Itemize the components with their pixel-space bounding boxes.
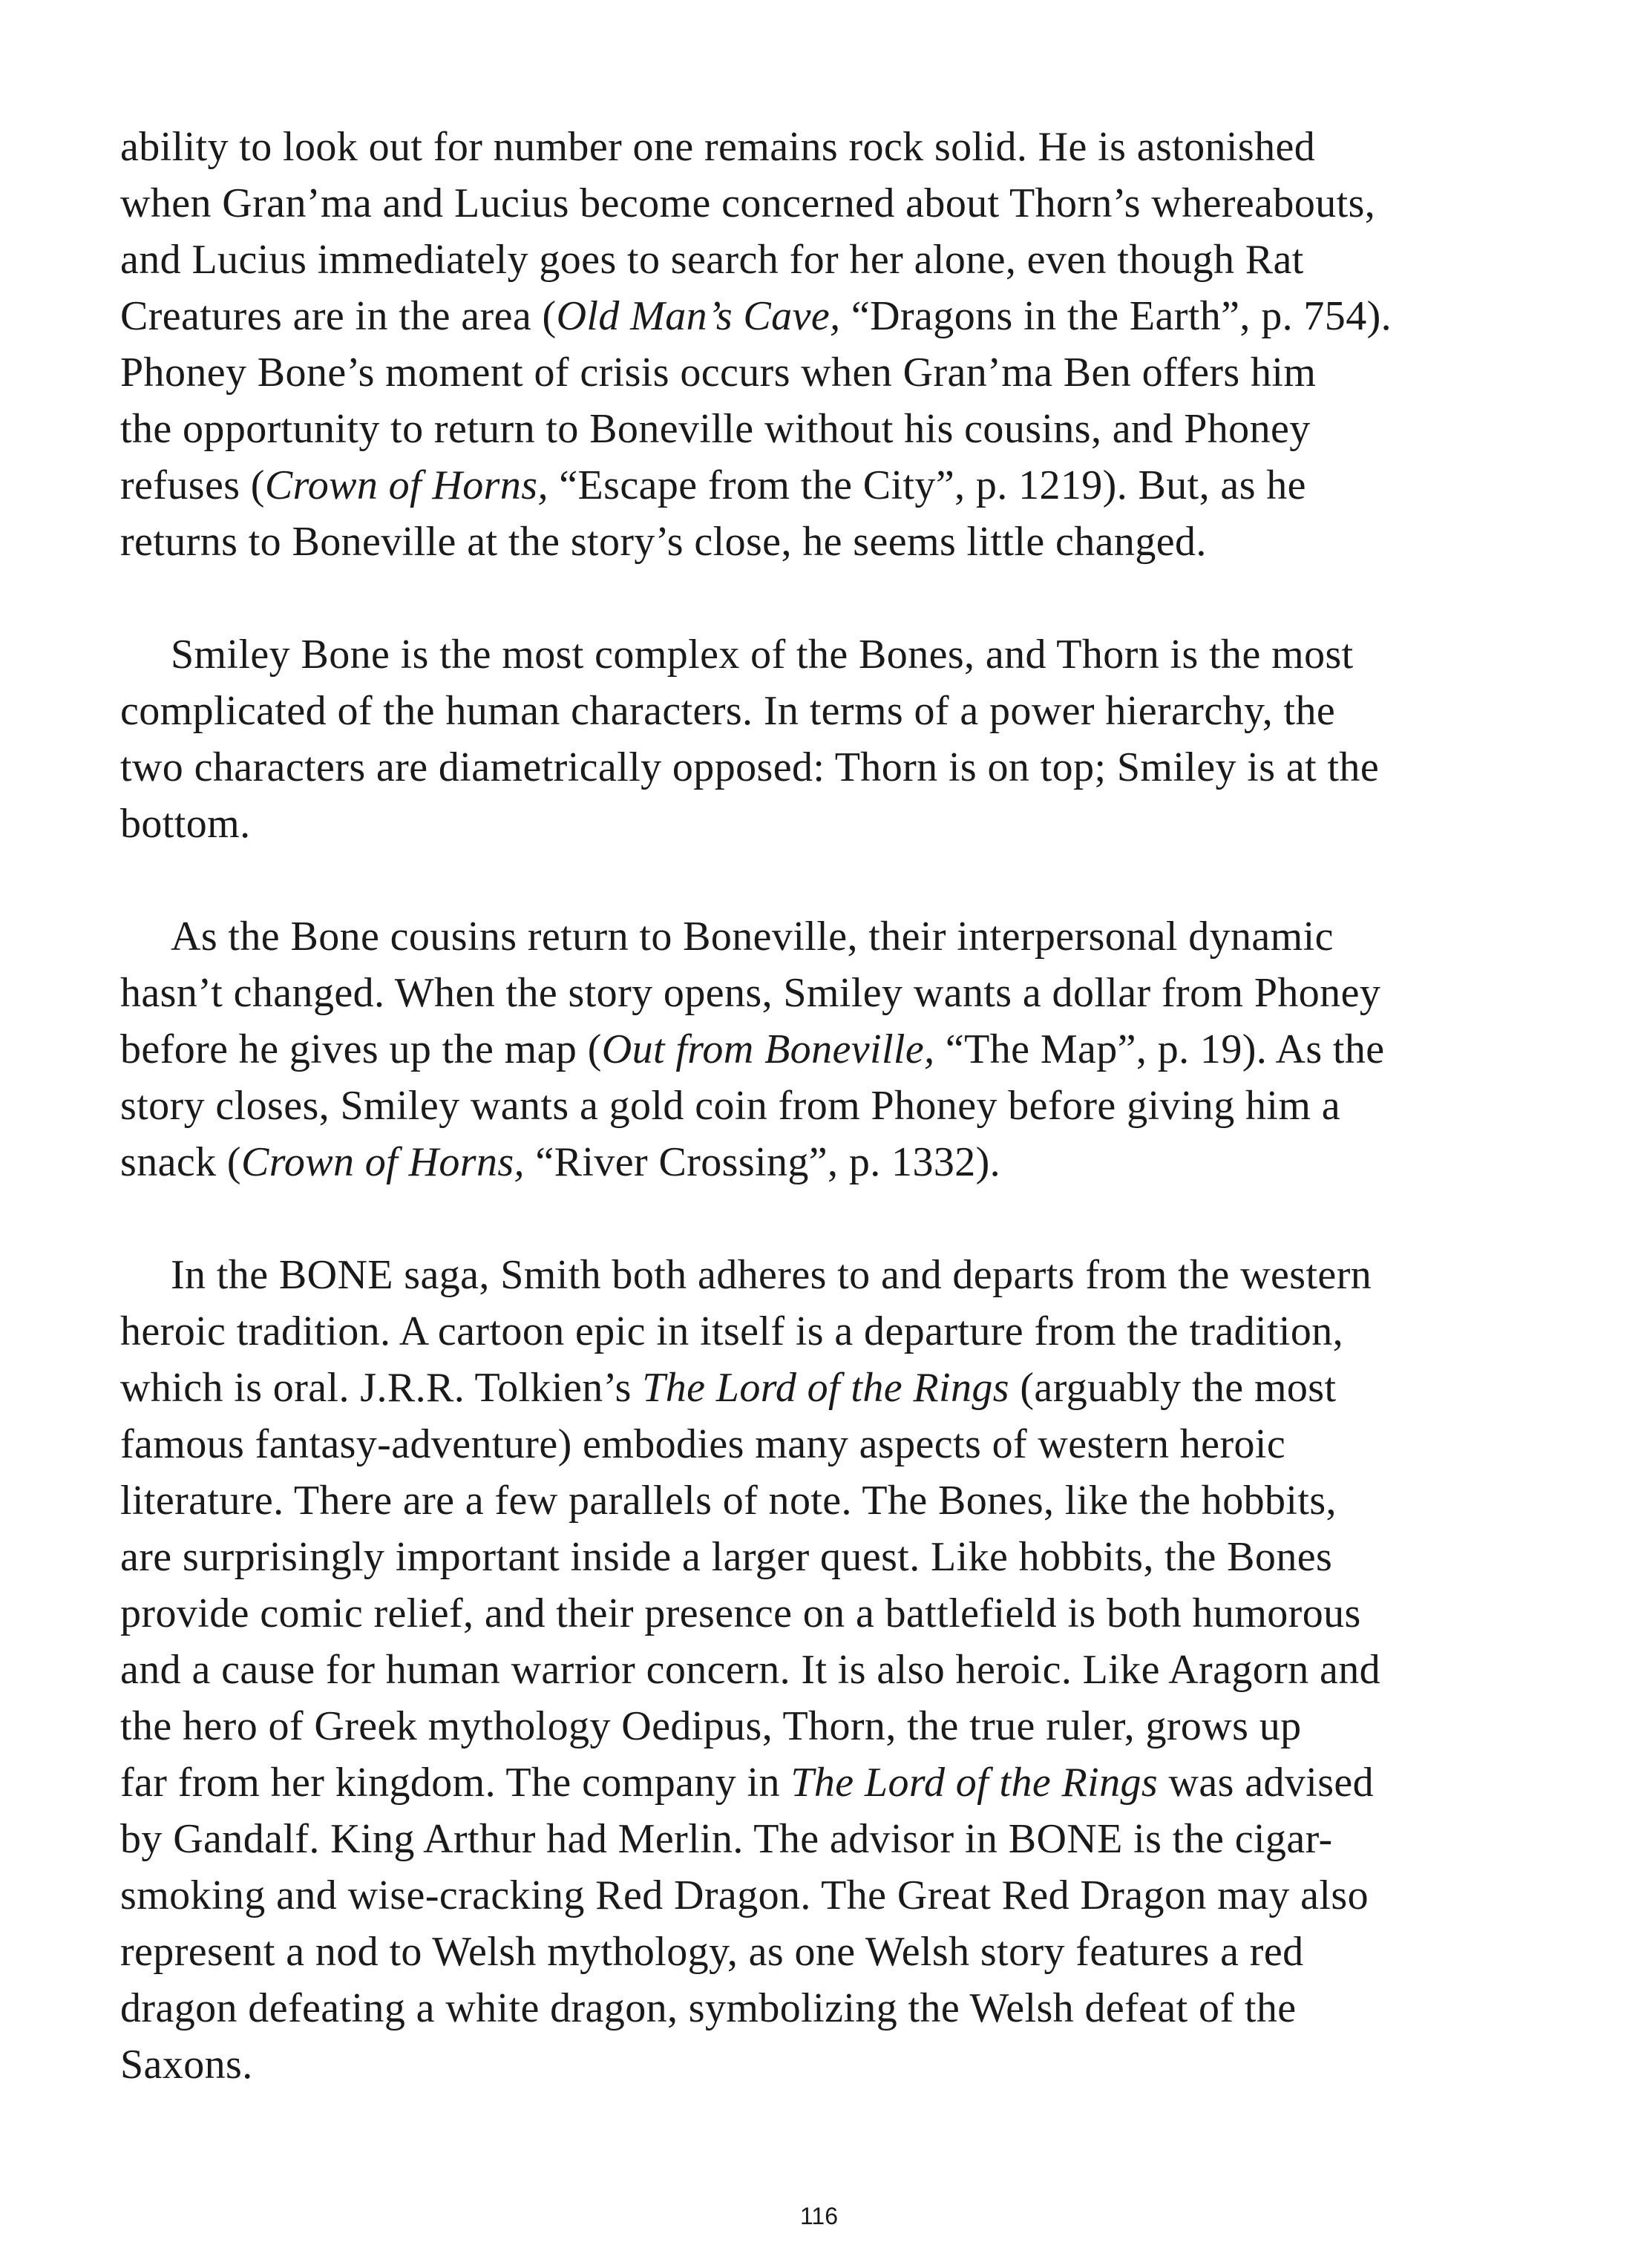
paragraph	[120, 119, 1530, 570]
italic-title: Old Man’s Cave,	[556, 293, 841, 339]
text-run: “Dragons in the Earth”, p. 754).	[840, 293, 1392, 339]
text-run: complicated of the human characters. In terms of a power hierarchy, the	[120, 688, 1336, 734]
text-line	[120, 1303, 1530, 1360]
text-line	[120, 739, 1530, 796]
text-line	[120, 1078, 1530, 1134]
text-line	[120, 1585, 1530, 1642]
text-run: and Lucius immediately goes to search for her alone, even though Rat	[120, 237, 1304, 283]
text-line	[120, 908, 1530, 965]
text-run: dragon defeating a white dragon, symbolizing the Welsh defeat of the	[120, 1985, 1297, 2031]
text-run: far from her kingdom. The company in	[120, 1760, 791, 1806]
page-number: 116	[799, 2203, 838, 2229]
text-line	[120, 1924, 1530, 1980]
text-run: bottom.	[120, 801, 251, 847]
text-line	[120, 1529, 1530, 1585]
text-line	[120, 1867, 1530, 1924]
italic-title: Crown of Horns,	[240, 1139, 525, 1185]
text-run: which is oral. J.R.R. Tolkien’s	[120, 1365, 643, 1411]
text-run: Smiley Bone is the most complex of the Bones, and Thorn is the most	[171, 632, 1354, 678]
text-run: the hero of Greek mythology Oedipus, Thorn, the true ruler, grows up	[120, 1703, 1302, 1749]
body-text	[120, 119, 1530, 2149]
text-line	[120, 1472, 1530, 1529]
text-line	[120, 1642, 1530, 1698]
text-line	[120, 514, 1530, 570]
text-run: “Escape from the City”, p. 1219). But, as he	[548, 462, 1306, 508]
text-line	[120, 344, 1530, 401]
text-run: heroic tradition. A cartoon epic in itself is a departure from the tradition,	[120, 1308, 1344, 1354]
text-line	[120, 457, 1530, 514]
text-run: “River Crossing”, p. 1332).	[524, 1139, 1001, 1185]
text-run: two characters are diametrically opposed: Thorn is on top; Smiley is at the	[120, 744, 1380, 790]
text-run: In the BONE saga, Smith both adheres to and departs from the western	[171, 1252, 1372, 1298]
text-line	[120, 119, 1530, 175]
paragraph	[120, 1247, 1530, 2093]
text-line	[120, 796, 1530, 852]
text-line	[120, 1754, 1530, 1811]
text-run: was advised	[1158, 1760, 1375, 1806]
text-run: story closes, Smiley wants a gold coin from Phoney before giving him a	[120, 1083, 1340, 1129]
text-run: when Gran’ma and Lucius become concerned about Thorn’s whereabouts,	[120, 180, 1376, 226]
text-run: the opportunity to return to Boneville without his cousins, and Phoney	[120, 406, 1311, 452]
italic-title: The Lord of the Rings	[642, 1365, 1009, 1411]
text-line	[120, 1360, 1530, 1416]
text-line	[120, 626, 1530, 683]
text-run: represent a nod to Welsh mythology, as one Welsh story features a red	[120, 1929, 1304, 1975]
text-run: “The Map”, p. 19). As the	[934, 1026, 1385, 1072]
text-line	[120, 1811, 1530, 1867]
text-line	[120, 2036, 1530, 2093]
paragraph	[120, 626, 1530, 852]
text-run: refuses (	[120, 462, 265, 508]
text-run: smoking and wise-cracking Red Dragon. The Great Red Dragon may also	[120, 1872, 1369, 1918]
text-line	[120, 175, 1530, 232]
text-run: literature. There are a few parallels of note. The Bones, like the hobbits,	[120, 1478, 1337, 1524]
text-run: Phoney Bone’s moment of crisis occurs when Gran’ma Ben offers him	[120, 350, 1317, 396]
text-run: returns to Boneville at the story’s close, he seems little changed.	[120, 519, 1207, 565]
italic-title: Crown of Horns,	[264, 462, 548, 508]
text-run: famous fantasy-adventure) embodies many aspects of western heroic	[120, 1421, 1286, 1467]
text-line	[120, 1021, 1530, 1078]
italic-title: Out from Boneville,	[601, 1026, 935, 1072]
text-line	[120, 1416, 1530, 1472]
text-line	[120, 1980, 1530, 2036]
text-line	[120, 401, 1530, 457]
text-line	[120, 683, 1530, 739]
text-run: and a cause for human warrior concern. It is also heroic. Like Aragorn and	[120, 1647, 1381, 1693]
text-line	[120, 1698, 1530, 1754]
text-run: before he gives up the map (	[120, 1026, 602, 1072]
text-line	[120, 288, 1530, 344]
text-run: ability to look out for number one remains rock solid. He is astonished	[120, 124, 1316, 170]
text-run: (arguably the most	[1009, 1365, 1337, 1411]
text-line	[120, 232, 1530, 288]
text-run: As the Bone cousins return to Boneville, their interpersonal dynamic	[171, 914, 1334, 960]
paragraph	[120, 908, 1530, 1190]
text-line	[120, 1134, 1530, 1190]
text-run: provide comic relief, and their presence on a battlefield is both humorous	[120, 1590, 1361, 1636]
text-run: by Gandalf. King Arthur had Merlin. The advisor in BONE is the cigar-	[120, 1816, 1333, 1862]
text-line	[120, 1247, 1530, 1303]
text-run: snack (	[120, 1139, 241, 1185]
italic-title: The Lord of the Rings	[790, 1760, 1159, 1806]
text-run: are surprisingly important inside a larger quest. Like hobbits, the Bones	[120, 1534, 1333, 1580]
text-run: Saxons.	[120, 2042, 253, 2088]
text-run: hasn’t changed. When the story opens, Smiley wants a dollar from Phoney	[120, 970, 1381, 1016]
text-line	[120, 965, 1530, 1021]
text-run: Creatures are in the area (	[120, 293, 557, 339]
